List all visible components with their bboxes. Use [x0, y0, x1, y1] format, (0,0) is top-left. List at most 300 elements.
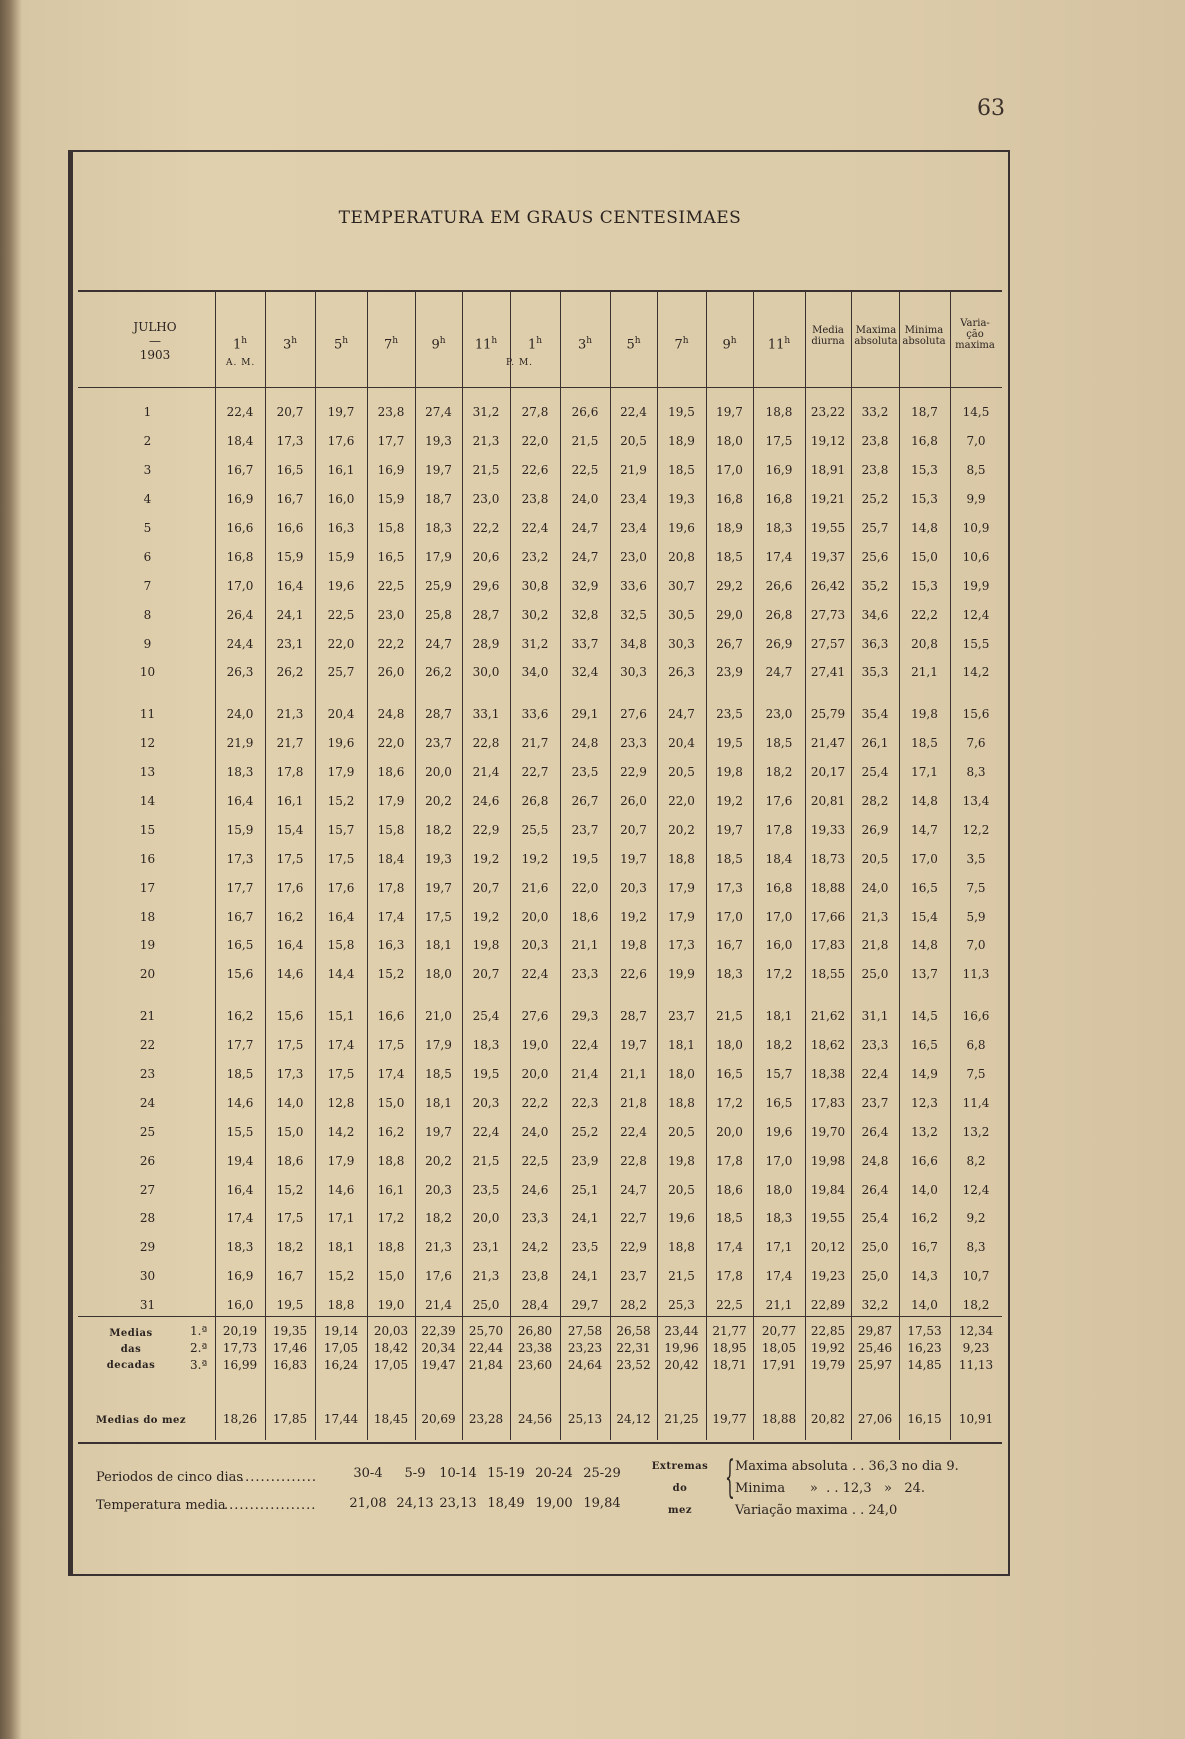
value-cell: 16,9	[226, 1269, 254, 1284]
value-cell: 23,7	[425, 736, 452, 751]
value-cell: 20,5	[668, 1182, 695, 1197]
value-cell: 17,9	[377, 794, 405, 809]
header-bottom-rule	[78, 387, 1002, 388]
value-cell: 22,4	[521, 967, 549, 982]
decada-value: 17,73	[222, 1341, 258, 1355]
value-cell: 19,0	[377, 1298, 405, 1313]
value-cell: 18,1	[668, 1038, 695, 1053]
value-cell: 22,0	[668, 794, 695, 809]
day-cell: 2	[143, 434, 152, 449]
value-cell: 16,1	[327, 463, 355, 478]
month-dash: —	[149, 334, 161, 348]
value-cell: 16,6	[377, 1009, 405, 1024]
periodo-value: 15-19	[487, 1466, 525, 1481]
value-cell: 18,9	[668, 434, 695, 449]
value-cell: 8,3	[966, 1240, 986, 1255]
decada-value: 17,46	[272, 1341, 308, 1355]
footer-top-rule	[78, 1442, 1002, 1444]
value-cell: 19,12	[810, 434, 846, 449]
value-cell: 24,7	[571, 549, 599, 564]
value-cell: 16,0	[765, 938, 793, 953]
value-cell: 25,3	[668, 1298, 695, 1313]
value-cell: 23,4	[620, 492, 647, 507]
value-cell: 30,3	[668, 636, 695, 651]
value-cell: 23,22	[810, 405, 846, 420]
hour-header	[415, 335, 462, 351]
value-cell: 28,9	[472, 636, 500, 651]
value-cell: 17,8	[377, 880, 405, 895]
value-cell: 20,7	[472, 967, 500, 982]
decada-value: 23,23	[567, 1341, 603, 1355]
value-cell: 27,4	[425, 405, 452, 420]
extremas-brace: {	[725, 1452, 735, 1503]
value-cell: 19,7	[620, 1038, 647, 1053]
value-cell: 19,2	[472, 851, 500, 866]
value-cell: 27,6	[521, 1009, 549, 1024]
value-cell: 22,8	[620, 1153, 647, 1168]
day-cell: 1	[143, 405, 152, 420]
daily-temperature-table	[80, 398, 1002, 1320]
value-cell: 19,9	[962, 578, 990, 593]
extrema-label: Maxima absoluta	[735, 1459, 848, 1474]
temp-media-value: 19,84	[583, 1496, 621, 1511]
value-cell: 18,38	[810, 1067, 846, 1082]
value-cell: 17,8	[276, 765, 304, 780]
value-cell: 23,7	[620, 1269, 647, 1284]
value-cell: 22,5	[327, 607, 355, 622]
extrema-variacao: Variação maxima . . 24,0	[735, 1503, 898, 1518]
value-cell: 18,73	[810, 851, 846, 866]
decada-value: 27,58	[567, 1324, 603, 1338]
value-cell: 26,4	[861, 1182, 889, 1197]
value-cell: 21,1	[571, 938, 599, 953]
value-cell: 18,4	[226, 434, 254, 449]
value-cell: 26,42	[810, 578, 846, 593]
value-cell: 18,8	[377, 1240, 405, 1255]
value-cell: 10,7	[962, 1269, 990, 1284]
decade-gap	[80, 687, 1002, 700]
value-cell: 23,2	[521, 549, 549, 564]
minima-label-2: absoluta	[902, 336, 946, 347]
value-cell: 24,4	[226, 636, 254, 651]
value-cell: 17,1	[911, 765, 938, 780]
hour-suffix: h	[682, 336, 689, 346]
value-cell: 17,5	[327, 851, 355, 866]
value-cell: 27,6	[620, 707, 647, 722]
value-cell: 16,5	[226, 938, 254, 953]
value-cell: 28,7	[425, 707, 452, 722]
value-cell: 19,37	[810, 549, 846, 564]
value-cell: 16,5	[911, 880, 938, 895]
decada-number: 2.ª	[190, 1341, 208, 1355]
decada-value: 18,71	[712, 1358, 747, 1372]
value-cell: 19,7	[716, 822, 743, 837]
hour-number: 7	[383, 337, 393, 353]
value-cell: 18,2	[276, 1240, 304, 1255]
decada-value: 16,83	[272, 1358, 308, 1372]
day-cell: 26	[139, 1153, 156, 1168]
value-cell: 18,4	[765, 851, 793, 866]
value-cell: 17,3	[226, 851, 254, 866]
value-cell: 21,5	[668, 1269, 695, 1284]
decada-value: 20,19	[222, 1324, 258, 1338]
am-label: A. M.	[226, 358, 256, 368]
value-cell: 18,8	[327, 1298, 355, 1313]
value-cell: 16,1	[276, 794, 304, 809]
value-cell: 17,9	[425, 1038, 452, 1053]
value-cell: 17,4	[765, 1269, 793, 1284]
day-cell: 6	[143, 549, 152, 564]
value-cell: 26,3	[226, 665, 254, 680]
value-cell: 24,1	[571, 1211, 599, 1226]
temp-media-label: Temperatura media	[96, 1498, 226, 1513]
value-cell: 25,0	[861, 1269, 889, 1284]
value-cell: 22,9	[620, 1240, 647, 1255]
value-cell: 21,7	[276, 736, 304, 751]
value-cell: 24,8	[377, 707, 405, 722]
value-cell: 11,4	[962, 1095, 990, 1110]
hour-suffix: h	[586, 336, 593, 346]
value-cell: 15,8	[377, 521, 405, 535]
value-cell: 22,4	[472, 1124, 500, 1139]
extrema-value: 12,3	[842, 1481, 872, 1496]
value-cell: 20,7	[472, 880, 500, 895]
decada-value: 19,92	[810, 1341, 846, 1355]
decada-value: 19,47	[421, 1358, 456, 1372]
hour-number: 1	[232, 337, 242, 353]
mez-value: 17,44	[323, 1412, 359, 1426]
value-cell: 16,5	[377, 549, 405, 564]
value-cell: 17,4	[377, 1067, 405, 1082]
value-cell: 18,3	[226, 765, 254, 780]
value-cell: 26,4	[861, 1124, 889, 1139]
table-row	[80, 1175, 1002, 1204]
decada-number: 1.ª	[190, 1324, 208, 1338]
value-cell: 22,5	[377, 578, 405, 593]
value-cell: 7,0	[966, 434, 986, 449]
mez-value: 17,85	[272, 1412, 308, 1426]
value-cell: 8,2	[966, 1153, 986, 1168]
value-cell: 17,9	[327, 1153, 355, 1168]
month-label: JULHO	[133, 320, 177, 334]
extrema-value: 36,3	[868, 1459, 898, 1474]
value-cell: 24,2	[521, 1240, 549, 1255]
hour-header	[753, 335, 805, 351]
value-cell: 17,5	[765, 434, 793, 449]
value-cell: 22,5	[716, 1298, 743, 1313]
decada-value: 25,70	[468, 1324, 504, 1338]
value-cell: 19,2	[472, 909, 500, 924]
value-cell: 30,0	[472, 665, 500, 680]
value-cell: 34,0	[521, 665, 549, 680]
value-cell: 5,9	[966, 909, 986, 924]
table-row	[80, 456, 1002, 485]
periodo-value: 30-4	[353, 1466, 383, 1481]
variacao-label-3: maxima	[955, 340, 995, 351]
value-cell: 18,1	[327, 1240, 355, 1255]
extrema-label: Variação maxima	[735, 1503, 848, 1518]
value-cell: 22,2	[472, 521, 500, 535]
hour-header	[315, 335, 367, 351]
value-cell: 16,9	[377, 463, 405, 478]
value-cell: 18,5	[716, 1211, 743, 1226]
value-cell: 18,3	[472, 1038, 500, 1053]
mez-value: 24,56	[517, 1412, 553, 1426]
value-cell: 23,3	[620, 736, 647, 751]
value-cell: 25,6	[861, 549, 889, 564]
decada-value: 23,38	[517, 1341, 553, 1355]
value-cell: 21,8	[620, 1095, 647, 1110]
value-cell: 25,7	[327, 665, 355, 680]
value-cell: 18,0	[668, 1067, 695, 1082]
value-cell: 18,4	[377, 851, 405, 866]
value-cell: 25,8	[425, 607, 452, 622]
value-cell: 18,8	[765, 405, 793, 420]
value-cell: 19,7	[425, 880, 452, 895]
value-cell: 18,91	[810, 463, 846, 478]
value-cell: 20,5	[668, 765, 695, 780]
decada-value: 11,13	[958, 1358, 994, 1372]
hour-number: 11	[474, 337, 492, 353]
table-row	[80, 485, 1002, 514]
value-cell: 25,0	[861, 1240, 889, 1255]
decade-gap	[80, 989, 1002, 1002]
value-cell: 23,7	[668, 1009, 695, 1024]
hour-header	[367, 335, 415, 351]
value-cell: 19,2	[521, 851, 549, 866]
extrema-label: Minima	[735, 1481, 786, 1496]
value-cell: 19,5	[668, 405, 695, 420]
value-cell: 18,5	[765, 736, 793, 751]
value-cell: 28,7	[620, 1009, 647, 1024]
day-cell: 30	[139, 1269, 156, 1284]
value-cell: 24,6	[472, 794, 500, 809]
hour-header	[610, 335, 657, 351]
table-row	[80, 571, 1002, 600]
value-cell: 21,3	[472, 434, 500, 449]
value-cell: 18,8	[668, 1095, 695, 1110]
hour-number: 5	[333, 337, 343, 353]
value-cell: 16,9	[226, 492, 254, 507]
value-cell: 17,8	[716, 1269, 743, 1284]
value-cell: 18,3	[765, 1211, 793, 1226]
day-cell: 5	[143, 521, 152, 535]
temp-media-value: 24,13	[396, 1496, 434, 1511]
value-cell: 35,2	[861, 578, 889, 593]
table-row	[80, 629, 1002, 658]
value-cell: 14,6	[327, 1182, 355, 1197]
decada-value: 20,77	[761, 1324, 797, 1338]
value-cell: 19,3	[668, 492, 695, 507]
value-cell: 17,9	[668, 880, 695, 895]
value-cell: 16,8	[765, 880, 793, 895]
value-cell: 29,2	[716, 578, 743, 593]
value-cell: 25,1	[571, 1182, 599, 1197]
value-cell: 15,7	[327, 822, 355, 837]
value-cell: 26,2	[276, 665, 304, 680]
value-cell: 17,5	[327, 1067, 355, 1082]
value-cell: 20,0	[472, 1211, 500, 1226]
value-cell: 15,5	[962, 636, 990, 651]
decadas-label-3: decadas	[106, 1360, 156, 1371]
table-row	[80, 700, 1002, 729]
decada-value: 20,34	[421, 1341, 456, 1355]
value-cell: 30,3	[620, 665, 647, 680]
value-cell: 30,8	[521, 578, 549, 593]
value-cell: 18,6	[377, 765, 405, 780]
value-cell: 8,5	[966, 463, 986, 478]
value-cell: 26,3	[668, 665, 695, 680]
value-cell: 17,0	[765, 909, 793, 924]
value-cell: 19,7	[425, 463, 452, 478]
decada-value: 18,42	[373, 1341, 409, 1355]
value-cell: 16,2	[911, 1211, 938, 1226]
value-cell: 21,1	[911, 665, 938, 680]
value-cell: 24,7	[571, 521, 599, 535]
value-cell: 18,3	[425, 521, 452, 535]
value-cell: 10,9	[962, 521, 990, 535]
decadas-label-1: Medias	[109, 1328, 153, 1339]
decadas-brace	[190, 1323, 207, 1374]
value-cell: 17,0	[765, 1153, 793, 1168]
value-cell: 22,5	[521, 1153, 549, 1168]
value-cell: 22,0	[521, 434, 549, 449]
day-cell: 25	[139, 1124, 156, 1139]
value-cell: 24,1	[571, 1269, 599, 1284]
decada-value: 23,60	[517, 1358, 553, 1372]
variacao-label-2: ção	[966, 329, 984, 340]
value-cell: 16,3	[327, 521, 355, 535]
value-cell: 15,3	[911, 578, 938, 593]
hour-suffix: h	[730, 336, 737, 346]
value-cell: 20,0	[425, 765, 452, 780]
hour-suffix: h	[784, 336, 791, 346]
mez-value: 18,45	[373, 1412, 409, 1426]
value-cell: 22,8	[472, 736, 500, 751]
temp-media-dots: ..................	[224, 1498, 317, 1513]
decada-value: 9,23	[962, 1341, 990, 1355]
header-maxima-absoluta	[851, 325, 901, 347]
value-cell: 16,7	[226, 909, 254, 924]
value-cell: 26,6	[571, 405, 599, 420]
value-cell: 19,6	[668, 521, 695, 535]
value-cell: 18,7	[911, 405, 938, 420]
value-cell: 16,2	[276, 909, 304, 924]
value-cell: 18,8	[668, 851, 695, 866]
extremas-label-2: do	[672, 1483, 688, 1494]
value-cell: 17,8	[716, 1153, 743, 1168]
value-cell: 24,1	[276, 607, 304, 622]
value-cell: 13,4	[962, 794, 990, 809]
value-cell: 7,6	[966, 736, 986, 751]
table-row	[80, 1204, 1002, 1233]
value-cell: 17,6	[425, 1269, 452, 1284]
value-cell: 25,0	[472, 1298, 500, 1313]
value-cell: 17,2	[765, 967, 793, 982]
value-cell: 17,83	[810, 1095, 846, 1110]
value-cell: 20,6	[472, 549, 500, 564]
value-cell: 21,5	[716, 1009, 743, 1024]
hour-header	[462, 335, 510, 351]
table-row	[80, 514, 1002, 543]
value-cell: 22,2	[911, 607, 938, 622]
value-cell: 19,5	[571, 851, 599, 866]
value-cell: 21,0	[425, 1009, 452, 1024]
value-cell: 21,7	[521, 736, 549, 751]
hour-header	[706, 335, 753, 351]
decada-value: 20,42	[664, 1358, 699, 1372]
value-cell: 16,3	[377, 938, 405, 953]
value-cell: 17,66	[810, 909, 846, 924]
value-cell: 18,2	[765, 765, 793, 780]
value-cell: 19,3	[425, 851, 452, 866]
value-cell: 21,3	[472, 1269, 500, 1284]
value-cell: 21,6	[521, 880, 549, 895]
day-cell: 3	[143, 463, 152, 478]
table-row	[80, 758, 1002, 787]
value-cell: 14,0	[911, 1182, 938, 1197]
value-cell: 18,5	[911, 736, 938, 751]
mez-value: 16,15	[907, 1412, 942, 1426]
value-cell: 15,9	[377, 492, 405, 507]
value-cell: 16,8	[911, 434, 938, 449]
hour-number: 5	[626, 337, 635, 353]
value-cell: 17,4	[226, 1211, 254, 1226]
hour-suffix: h	[536, 336, 543, 346]
value-cell: 13,2	[911, 1124, 938, 1139]
value-cell: 20,0	[521, 909, 549, 924]
hour-suffix: h	[491, 336, 498, 346]
table-row	[80, 1117, 1002, 1146]
value-cell: 32,8	[571, 607, 599, 622]
decada-value: 22,39	[421, 1324, 456, 1338]
table-row	[80, 931, 1002, 960]
decada-value: 29,87	[857, 1324, 893, 1338]
value-cell: 17,6	[765, 794, 793, 809]
mez-value: 10,91	[958, 1412, 994, 1426]
value-cell: 16,2	[377, 1124, 405, 1139]
value-cell: 14,8	[911, 521, 938, 535]
pm-label: P. M.	[506, 358, 534, 368]
value-cell: 21,4	[425, 1298, 452, 1313]
value-cell: 16,0	[327, 492, 355, 507]
value-cell: 3,5	[966, 851, 986, 866]
value-cell: 14,6	[276, 967, 304, 982]
value-cell: 23,5	[571, 1240, 599, 1255]
value-cell: 20,4	[668, 736, 695, 751]
mez-value: 20,69	[421, 1412, 456, 1426]
value-cell: 21,1	[765, 1298, 793, 1313]
value-cell: 24,0	[571, 492, 599, 507]
value-cell: 20,17	[810, 765, 846, 780]
value-cell: 15,9	[226, 822, 254, 837]
value-cell: 15,3	[911, 463, 938, 478]
value-cell: 16,5	[765, 1095, 793, 1110]
hour-header	[265, 335, 315, 351]
day-cell: 16	[139, 851, 156, 866]
value-cell: 35,4	[861, 707, 889, 722]
table-row	[80, 902, 1002, 931]
value-cell: 24,8	[571, 736, 599, 751]
hour-number: 1	[527, 337, 537, 353]
hour-suffix: h	[392, 336, 399, 346]
value-cell: 21,5	[472, 463, 500, 478]
value-cell: 33,6	[521, 707, 549, 722]
value-cell: 33,1	[472, 707, 500, 722]
value-cell: 22,6	[521, 463, 549, 478]
extrema-day: 9.	[946, 1459, 959, 1474]
day-cell: 19	[139, 938, 156, 953]
